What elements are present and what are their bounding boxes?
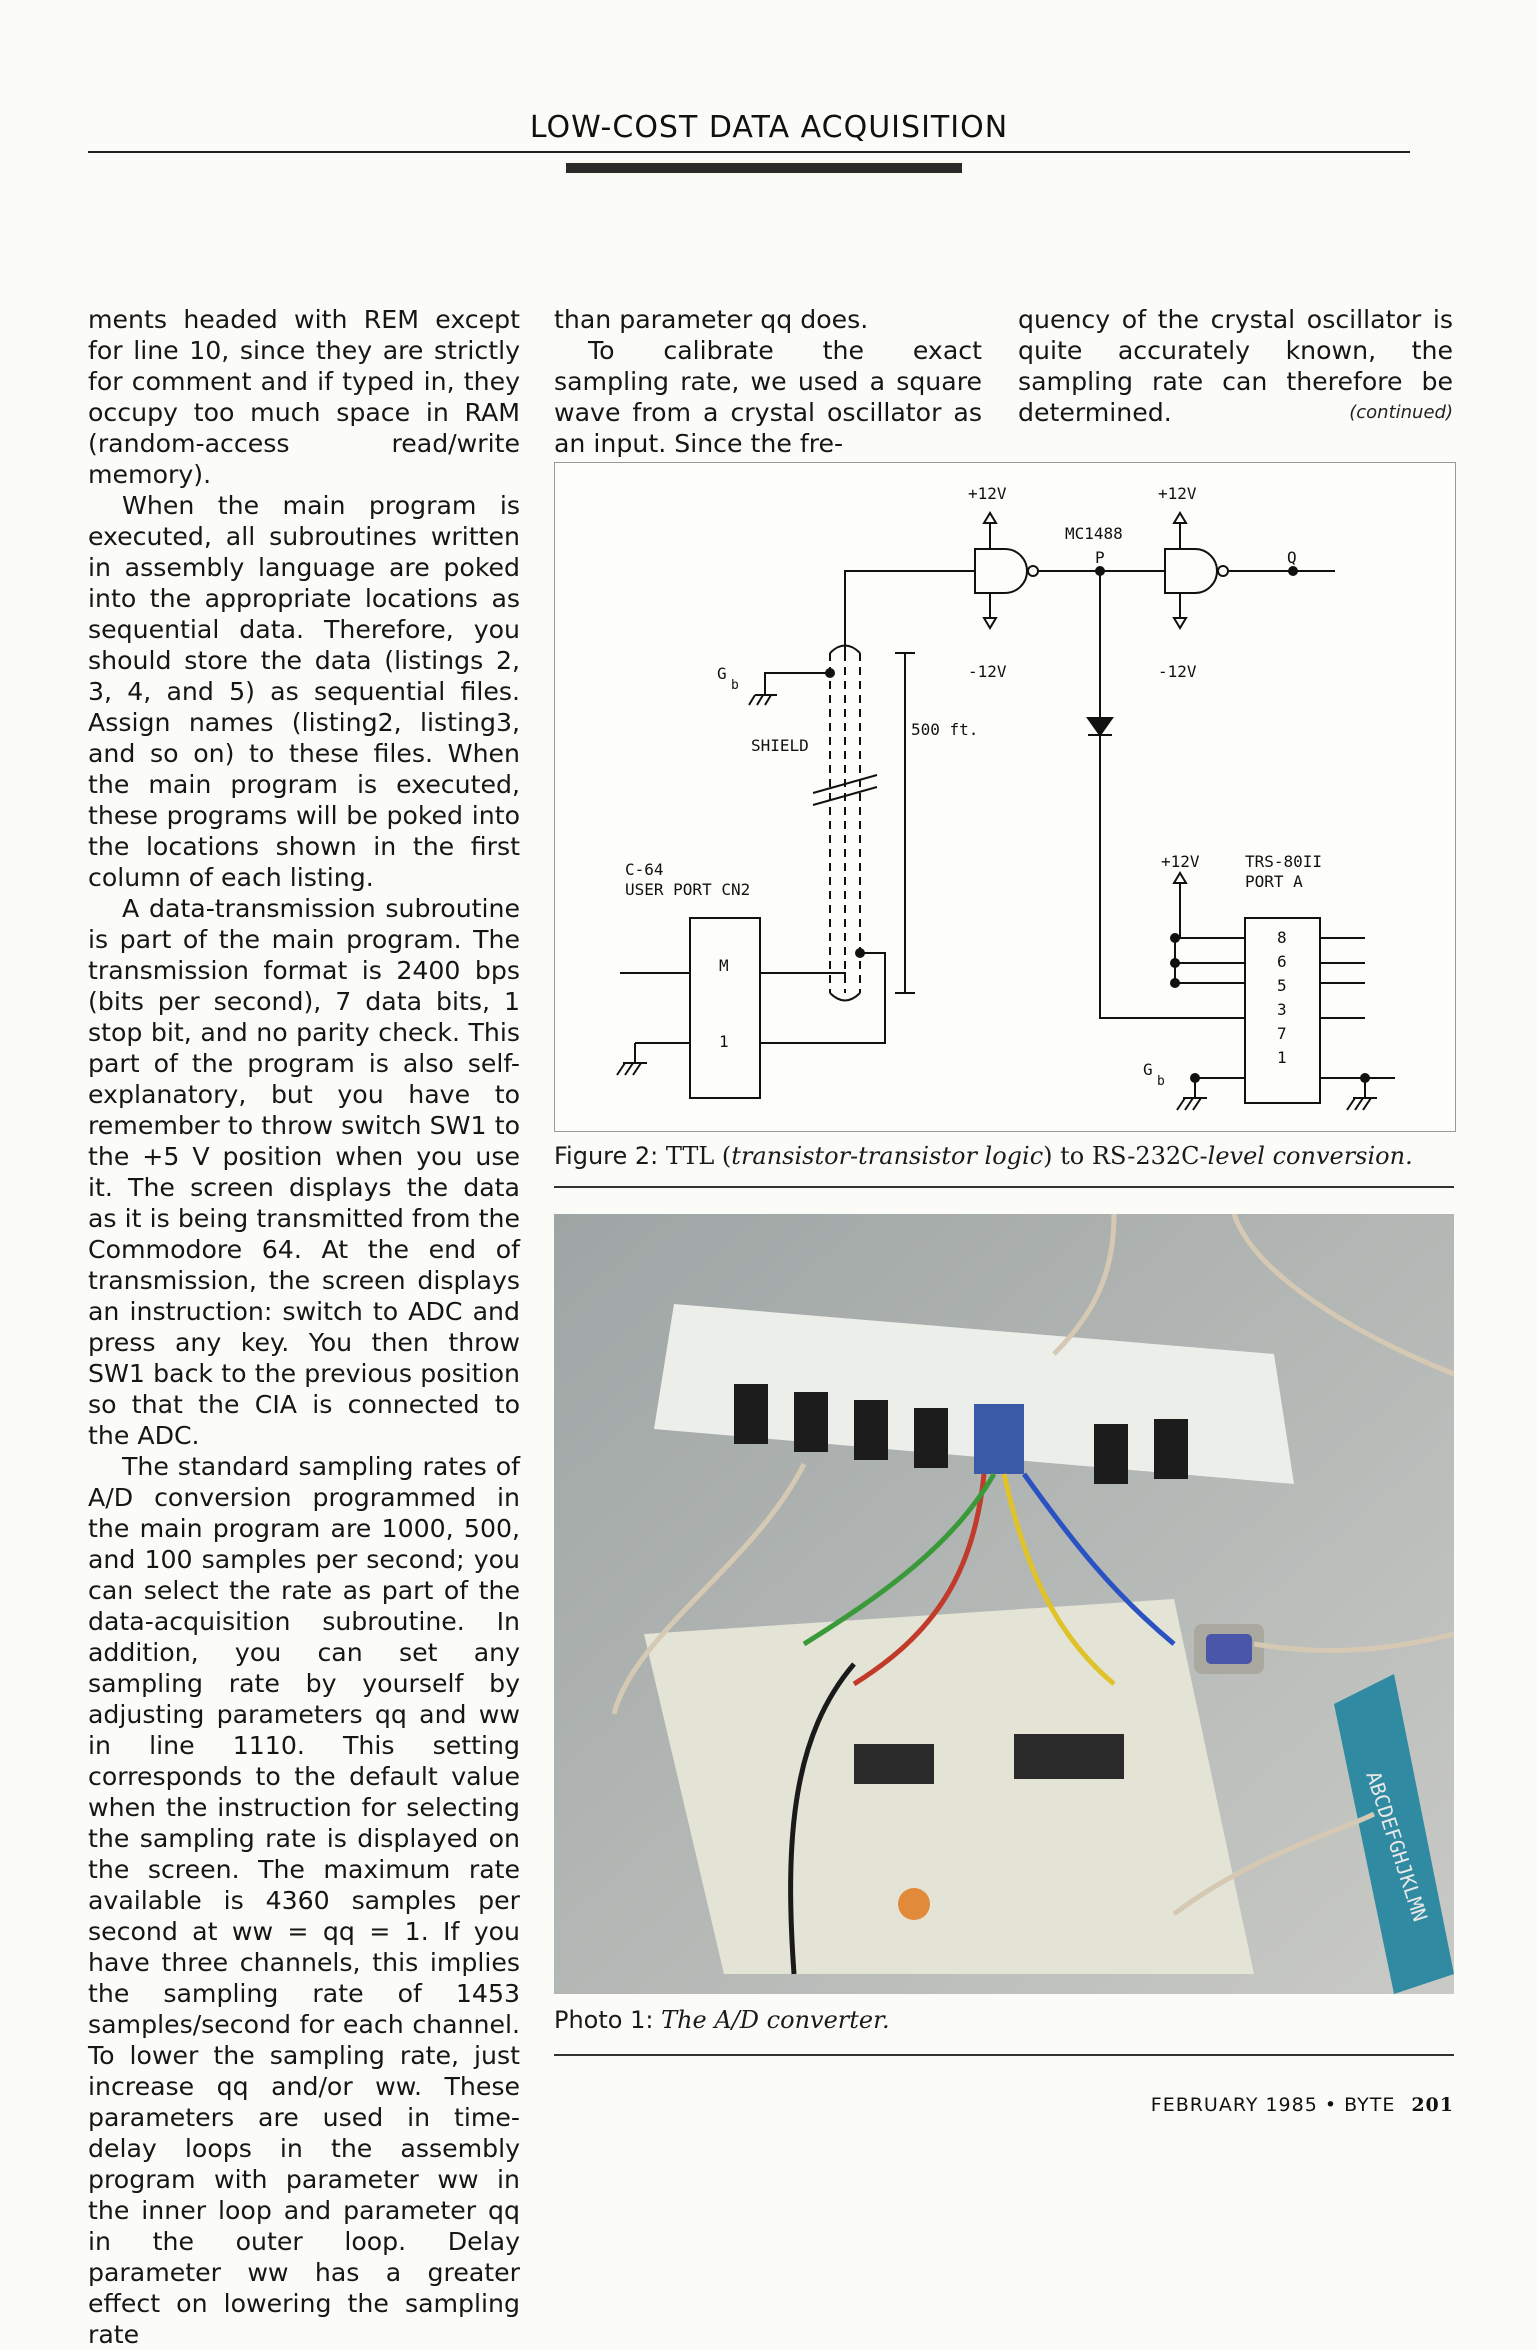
label-trs-pin: 1 [1277,1048,1287,1067]
label-node-q: Q [1287,548,1297,567]
label-gb-bottom-sub: b [1157,1074,1165,1089]
label-trs-pin: 6 [1277,952,1287,971]
running-header: LOW-COST DATA ACQUISITION [529,110,1009,145]
footer-issue: FEBRUARY 1985 • BYTE [1150,2094,1396,2116]
figure-caption [554,1142,1413,1170]
label-pin-1: 1 [719,1032,729,1051]
label-gb-top-sub: b [731,678,739,693]
paragraph: When the main program is executed, all subroutines written in assembly language are poked into the appropriate locations as sequential data. Therefore, you should store the data (listings 2, 3, 4, and 5) as sequential files. Assign names (listing2, listing3, and so on) to these files. When the main program is executed, these programs will be poked into the locations shown in the first column of each listing. [88,491,520,892]
label-minus12-right: -12V [1158,662,1197,681]
paragraph: quency of the crystal oscillator is quite accurately known, the sampling rate can therefore be determined. [1018,305,1453,427]
figure-caption-text: ) to RS-232C- [1043,1142,1208,1170]
photo-caption [554,2006,890,2034]
schematic-diagram [555,463,1455,1131]
label-chip: MC1488 [1065,524,1123,543]
paragraph: than parameter qq does. [554,305,869,334]
caption-rule [554,2054,1454,2056]
label-shield: SHIELD [751,736,809,755]
label-minus12-left: -12V [968,662,1007,681]
column-2 [554,304,982,459]
label-port-a: PORT A [1245,872,1303,891]
label-plus12-trs: +12V [1161,852,1200,871]
page-footer [1151,2094,1454,2116]
header-bar [566,163,962,173]
photo-caption-italic: The A/D converter. [661,2006,890,2034]
paragraph: A data-transmission subroutine is part of the main program. The transmission format is 2400 bps (bits per second), 7 data bits, 1 stop bit, and no parity check. This part of the program is also self-explanatory, but you have to remember to throw switch SW1 to the +5 V position when you use it. The screen displays the data as it is being transmitted from the Commodore 64. At the end of transmission, the screen displays an instruction: switch to ADC and press any key. You then throw SW1 back to the previous position so that the CIA is connected to the ADC. [88,894,520,1450]
figure-caption-italic: transistor-transistor logic [731,1142,1044,1170]
label-pin-m: M [719,956,729,975]
label-plus12-left: +12V [968,484,1007,503]
header-rule [88,151,1410,153]
page-number: 201 [1411,2094,1454,2116]
label-distance: 500 ft. [911,720,979,739]
figure-caption-italic: level conversion. [1207,1142,1413,1170]
label-trs-pin: 5 [1277,976,1287,995]
paragraph: ments headed with REM except for line 10, since they are strictly for comment and if typed in, they occupy too much space in RAM (random-access read/write memory). [88,305,520,489]
paragraph: The standard sampling rates of A/D conversion programmed in the main program are 1000, 500, and 100 samples per second; you can select the rate as part of the data-acquisition subroutine. In addition, you can set any sampling rate by yourself by adjusting parameters qq and ww in line 1110. This setting corresponds to the default value when the instruction for selecting the sampling rate is displayed on the screen. The maximum rate available is 4360 samples per second at ww = qq = 1. If you have three channels, this implies the sampling rate of 1453 samples/second for each channel. To lower the sampling rate, just increase qq and/or ww. These parameters are used in time-delay loops in the assembly program with parameter ww in the inner loop and parameter qq in the outer loop. Delay parameter ww has a greater effect on lowering the sampling rate [88,1452,520,2349]
label-gb-top: G [717,664,727,683]
label-gb-bottom: G [1143,1060,1153,1079]
adc-photo-illustration [554,1214,1454,1994]
adc-photo [554,1214,1454,1994]
edge-connector-letters: ABCDEFGHJKLMN [1361,1768,1433,1925]
label-plus12-right: +12V [1158,484,1197,503]
continued-note: (continued) [1349,402,1453,423]
figure-caption-text: TTL ( [665,1142,732,1170]
photo-caption-label: Photo 1: [554,2006,654,2034]
paragraph: To calibrate the exact sampling rate, we used a square wave from a crystal oscillator as an input. Since the fre- [554,336,982,458]
label-trs-pin: 7 [1277,1024,1287,1043]
caption-rule [554,1186,1454,1188]
label-c64: C-64 [625,860,664,879]
label-trs-pin: 8 [1277,928,1287,947]
label-trs-pin: 3 [1277,1000,1287,1019]
label-node-p: P [1095,548,1105,567]
circuit-figure [554,462,1456,1132]
figure-caption-label: Figure 2: [554,1142,659,1170]
label-user-port: USER PORT CN2 [625,880,751,899]
column-1 [88,304,520,2350]
label-trs80: TRS-80II [1245,852,1323,871]
